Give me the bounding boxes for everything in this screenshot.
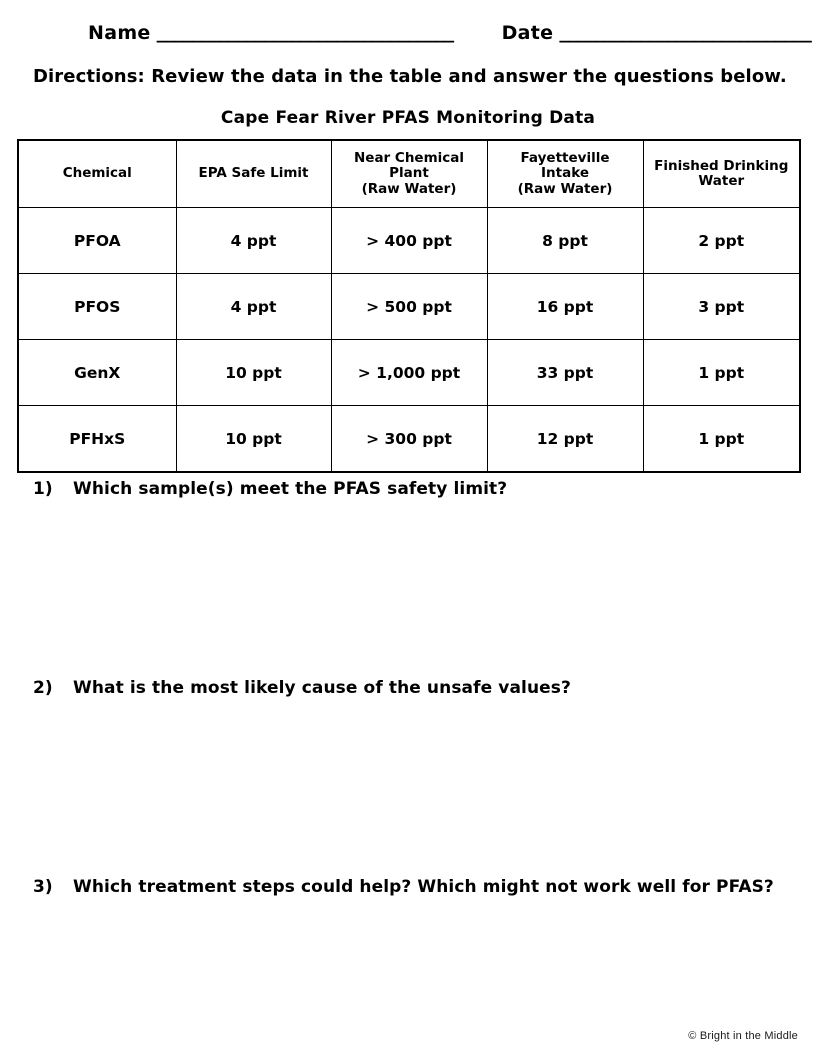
date-field[interactable] xyxy=(502,22,812,44)
column-header-fayetteville-intake: Fayetteville Intake (Raw Water) xyxy=(487,140,643,208)
name-field[interactable] xyxy=(88,22,454,44)
cell-chemical: GenX xyxy=(18,340,176,406)
pfas-data-table-container xyxy=(17,139,799,473)
cell-chemical: PFOS xyxy=(18,274,176,340)
table-row xyxy=(18,274,800,340)
question-number: 2) xyxy=(33,678,53,698)
name-date-header xyxy=(0,22,816,54)
answer-space-2[interactable] xyxy=(33,698,783,877)
cell-near-chemical-plant: > 300 ppt xyxy=(331,406,487,473)
cell-finished-drinking-water: 1 ppt xyxy=(643,406,800,473)
cell-chemical: PFOA xyxy=(18,208,176,274)
cell-chemical: PFHxS xyxy=(18,406,176,473)
cell-fayetteville-intake: 8 ppt xyxy=(487,208,643,274)
name-label: Name xyxy=(88,22,151,44)
cell-fayetteville-intake: 33 ppt xyxy=(487,340,643,406)
copyright-credit: © Bright in the Middle xyxy=(688,1030,798,1042)
table-row xyxy=(18,208,800,274)
cell-near-chemical-plant: > 400 ppt xyxy=(331,208,487,274)
cell-fayetteville-intake: 12 ppt xyxy=(487,406,643,473)
column-header-near-chemical-plant: Near Chemical Plant (Raw Water) xyxy=(331,140,487,208)
question-2 xyxy=(33,678,783,698)
question-text: Which sample(s) meet the PFAS safety limit? xyxy=(73,479,508,499)
date-writing-line[interactable]: ____________________________ xyxy=(559,21,812,43)
question-text: What is the most likely cause of the unsafe values? xyxy=(73,678,571,698)
column-header-chemical: Chemical xyxy=(18,140,176,208)
question-1 xyxy=(33,479,783,499)
table-title: Cape Fear River PFAS Monitoring Data xyxy=(220,108,596,128)
answer-space-1[interactable] xyxy=(33,499,783,678)
column-header-epa-safe-limit: EPA Safe Limit xyxy=(176,140,331,208)
cell-epa-safe-limit: 10 ppt xyxy=(176,340,331,406)
table-row xyxy=(18,340,800,406)
questions-list xyxy=(33,479,783,897)
cell-finished-drinking-water: 2 ppt xyxy=(643,208,800,274)
question-3 xyxy=(33,877,783,897)
cell-near-chemical-plant: > 1,000 ppt xyxy=(331,340,487,406)
cell-finished-drinking-water: 3 ppt xyxy=(643,274,800,340)
name-writing-line[interactable]: _________________________________ xyxy=(156,21,454,43)
pfas-data-table xyxy=(17,139,801,473)
column-header-finished-drinking-water: Finished Drinking Water xyxy=(643,140,800,208)
question-text: Which treatment steps could help? Which might not work well for PFAS? xyxy=(73,877,774,897)
date-label: Date xyxy=(501,22,554,44)
cell-epa-safe-limit: 10 ppt xyxy=(176,406,331,473)
directions-text: Directions: Review the data in the table and answer the questions below. xyxy=(33,66,787,87)
question-number: 1) xyxy=(33,479,53,499)
table-row xyxy=(18,406,800,473)
cell-finished-drinking-water: 1 ppt xyxy=(643,340,800,406)
cell-epa-safe-limit: 4 ppt xyxy=(176,208,331,274)
question-number: 3) xyxy=(33,877,53,897)
cell-near-chemical-plant: > 500 ppt xyxy=(331,274,487,340)
table-header-row xyxy=(18,140,800,208)
cell-epa-safe-limit: 4 ppt xyxy=(176,274,331,340)
cell-fayetteville-intake: 16 ppt xyxy=(487,274,643,340)
